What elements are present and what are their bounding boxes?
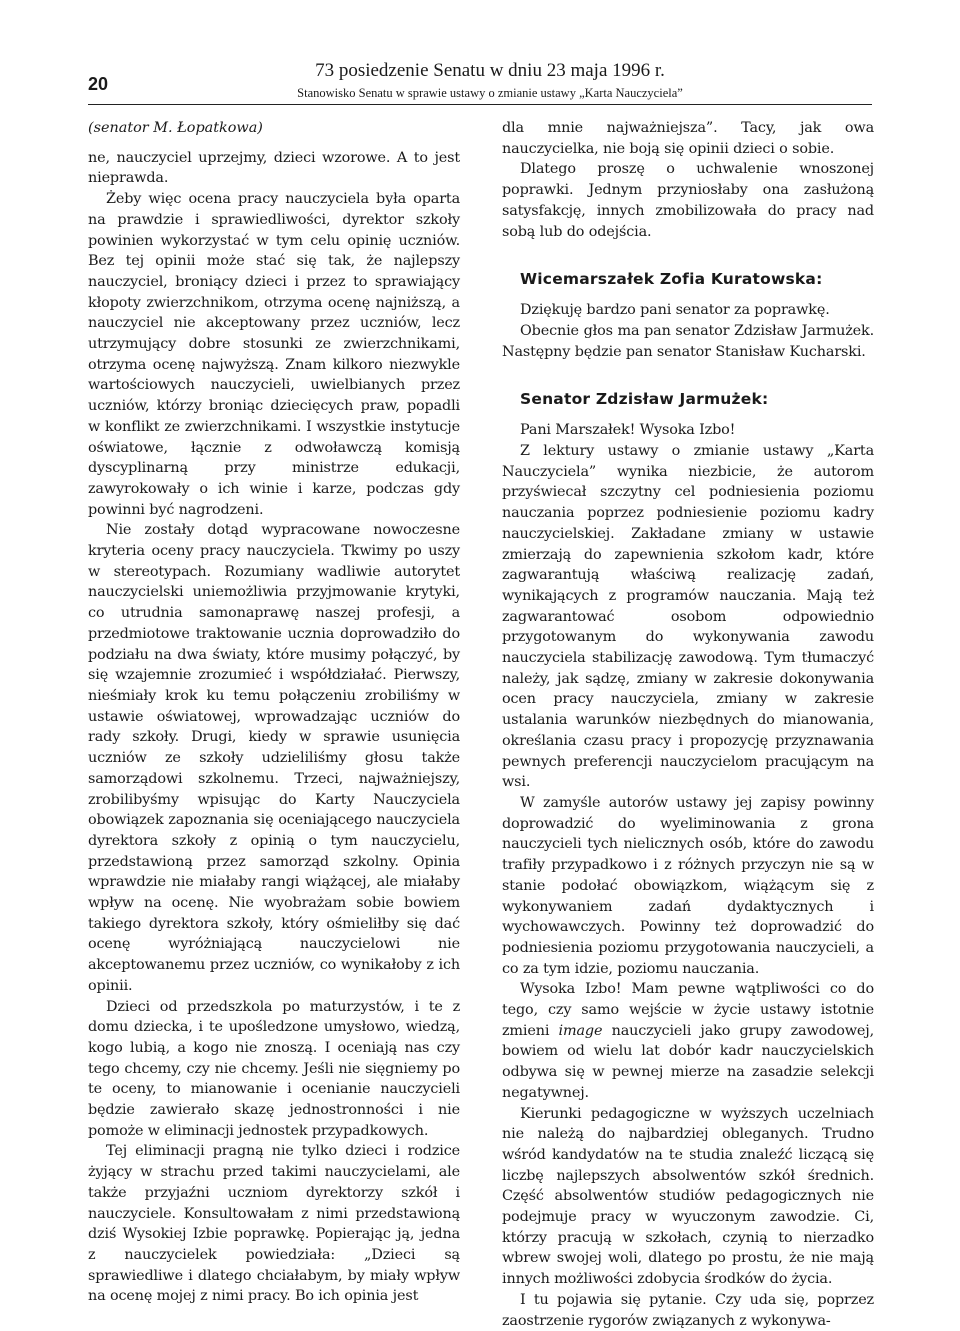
- right-column: [502, 118, 874, 1331]
- paragraph: Tej eliminacji pragną nie tylko dzieci i rodzice żyjący w strachu przed takimi nauczycielami, ale także przyjaźni uczniom dyrektorzy szkół i nauczyciele. Konsultowałam z nimi przedstawioną dziś Wysokiej Izbie poprawkę. Popierając ją, jedna z nauczycielek powiedziała: „Dzieci są sprawiedliwe i dlatego chciałabym, by miały wpływ na ocenę mojej z nimi pracy. Bo ich opinia jest: [88, 1143, 460, 1305]
- session-title: 73 posiedzenie Senatu w dniu 23 maja 1996 r.: [315, 60, 665, 81]
- paragraph: W zamyśle autorów ustawy jej zapisy powinny doprowadzić do wyeliminowania z grona nauczycieli tych nielicznych osób, które do zawodu trafiły przypadkowo i z różnych przyczyn nie są w stanie podołać obowiązkom, wiążącym się z wykonywaniem zadań dydaktycznych i wychowawczych. Powinny też doprowadzić do podniesienia poziomu przygotowania nauczycieli, a co za tym idzie, poziomu nauczania.: [502, 794, 874, 977]
- speaker-note: (senator M. Łopatkowa): [88, 120, 263, 136]
- paragraph: ne, nauczyciel uprzejmy, dzieci wzorowe. A to jest nieprawda.: [88, 149, 460, 187]
- header-rule: [88, 104, 872, 105]
- paragraph: Dlatego proszę o uchwalenie wnoszonej poprawki. Jednym przyniosłaby ona zasłużoną satysfakcję, innych zmobilizowała do pracy nad sobą lub do odejścia.: [502, 161, 874, 240]
- paragraph: Z lektury ustawy o zmianie ustawy „Karta Nauczyciela” wynika niezbicie, że autorom przyświecał szczytny cel podniesienia poziomu nauczania poprzez podniesienie poziomu kadry nauczycielskiej. Zakładane zmiany w ustawie zmierzają do zapewnienia szkołom kadr, które zagwarantują właściwą realizację zadań, wynikających z programów nauczania. Mają też zagwarantować osobom odpowiednio przygotowanym do wykonywania zawodu nauczyciela stabilizację zawodową. Tym tłumaczyć należy, jak sądzę, zmiany w zakresie dokonywania ocen pracy nauczyciela, zmiany w zakresie ustalania warunków niezbędnych do mianowania, określania czasu pracy i propozycję przyznawania pewnych preferencji nauczycielom pracującym na wsi.: [502, 443, 874, 791]
- paragraph-text: nauczycieli jako grupy zawodowej, bowiem od wielu lat dobór kadr nauczycielskich odbywa się w pewnej mierze na zasadzie selekcji negatywnej.: [502, 1022, 875, 1101]
- paragraph: Nie zostały dotąd wypracowane nowoczesne kryteria oceny pracy nauczyciela. Tkwimy po uszy w stereotypach. Rozumiany wadliwie autorytet nauczycielski uniemożliwia przyjmowanie krytyki, co utrudnia samonaprawę naszej profesji, a przedmiotowe traktowanie ucznia doprowadziło do podziału na dwa światy, które musimy połączyć, by się wzajemnie zrozumieć i współdziałać. Pierwszy, nieśmiały krok ku temu połączeniu zrobiliśmy w ustawie oświatowej, wprowadzając uczniów do rady szkoły. Drugi, kiedy w sprawie usunięcia uczniów ze szkoły udzieliliśmy głosu także samorządowi szkolnemu. Trzeci, najważniejszy, zrobilibyśmy wpisując do Karty Nauczyciela obowiązek zapoznania się oceniającego nauczyciela dyrektora szkoły z opinią o tym nauczycielu, przedstawioną przez samorząd szkolny. Opinia wprawdzie nie miałaby rangi wiążącej, ale miałaby wpływ na ocenę. Nie wyobrażam sobie bowiem takiego dyrektora szkoły, który ośmieliłby się dać ocenę wyróżniającą nauczycielowi nie akceptowanemu przez uczniów, co wynikałoby z ich opinii.: [88, 522, 460, 994]
- paragraph: Kierunki pedagogiczne w wyższych uczelniach nie należą do najbardziej obleganych. Trudno wśród kandydatów na te studia znaleźć liczącą się liczbę najlepszych absolwentów szkół średnich. Część absolwentów studiów pedagogicznych nie podejmuje pracy w wyuczonym zawodzie. Ci, którzy pracują w szkołach, czynią to nierzadko wbrew swojej woli, dlatego po prostu, że nie mają innych możliwości zdobycia środków do życia.: [502, 1105, 874, 1288]
- paragraph: dla mnie najważniejsza”. Tacy, jak owa nauczycielka, nie boją się opinii dzieci o sobie.: [502, 120, 874, 157]
- paragraph: Żeby więc ocena pracy nauczyciela była oparta na prawdzie i sprawiedliwości, dyrektor szkoły powinien wykorzystać w tym celu opinię uczniów. Bez tej opinii może stać się tak, że najlepszy nauczyciel, broniący dzieci i przez to sprawiający kłopoty zwierzchnikom, otrzyma ocenę najniższą, a nauczyciel nie akceptowany przez uczniów, lecz utrzymujący dobre stosunki ze zwierzchnikami, otrzyma ocenę najwyższą. Znam kilkoro niezwykle wartościowych nauczycieli, uwielbianych przez uczniów, którzy broniąc dziecięcych praw, popadli w konflikt ze zwierzchnikami. I wszystkie instytucje oświatowe, łącznie z odwoławczą komisją dyscyplinarną przy ministrze edukacji, zawyrokowały o ich winie i karze, podczas gdy powinni być nagrodzeni.: [88, 191, 460, 518]
- paragraph-text: Wysoka Izbo! Mam pewne wątpliwości co do tego, czy samo wejście w życie ustawy istotnie zmieni: [502, 981, 874, 1039]
- document-subtitle: Stanowisko Senatu w sprawie ustawy o zmianie ustawy „Karta Nauczyciela”: [297, 86, 683, 100]
- paragraph: Pani Marszałek! Wysoka Izbo!: [520, 422, 736, 439]
- running-head: [210, 60, 770, 102]
- speaker-heading: Senator Zdzisław Jarmużek:: [520, 390, 769, 409]
- paragraph: [502, 979, 874, 1103]
- paragraph: Dzieci od przedszkola po maturzystów, i te z domu dziecka, i te upośledzone umysłowo, wiedzą, kogo lubią, a kogo nie znoszą. I oceniają nas czy tego chcemy, czy nie chcemy. Jeśli nie sięgniemy po te oceny, to mianowanie i ocenianie nauczycieli będzie zawierało skazę jednostronności i nie pomoże w eliminacji jednostek przypadkowych.: [88, 998, 460, 1139]
- paragraph: I tu pojawia się pytanie. Czy uda się, poprzez zaostrzenie rygorów związanych z wykonywa-: [502, 1291, 874, 1329]
- paragraph: Dziękuję bardzo pani senator za poprawkę.: [520, 302, 830, 319]
- speaker-heading: Wicemarszałek Zofia Kuratowska:: [520, 270, 823, 289]
- emphasized-word: image: [558, 1022, 603, 1039]
- page-number: 20: [88, 74, 109, 94]
- left-column: [88, 118, 460, 1307]
- paragraph: Obecnie głos ma pan senator Zdzisław Jarmużek. Następny będzie pan senator Stanisław Kucharski.: [502, 322, 874, 360]
